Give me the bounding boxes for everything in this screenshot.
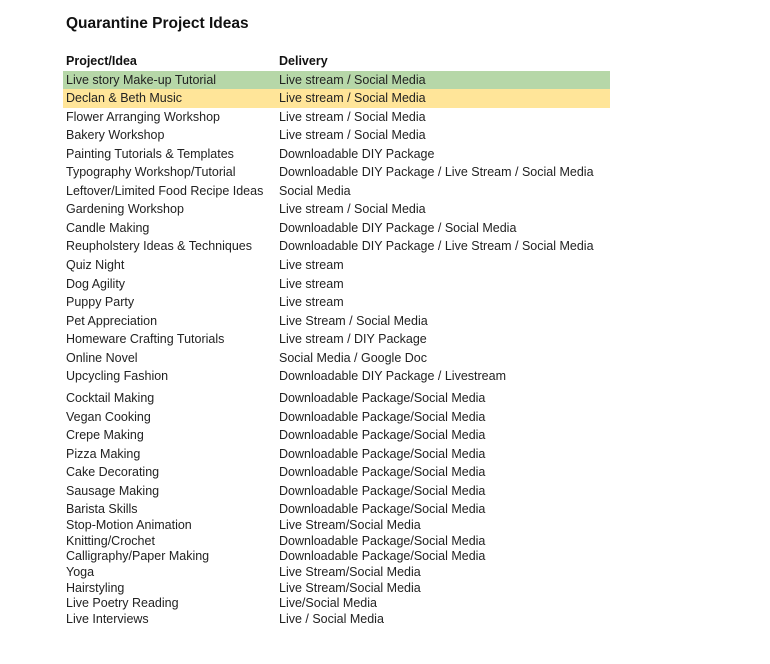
project-cell: Hairstyling bbox=[66, 580, 125, 595]
table-row bbox=[63, 71, 610, 90]
project-cell: Live story Make-up Tutorial bbox=[66, 72, 217, 87]
table-row bbox=[63, 163, 610, 181]
table-row bbox=[63, 445, 610, 463]
table-row bbox=[63, 145, 610, 163]
project-cell: Upcycling Fashion bbox=[66, 369, 169, 384]
project-cell: Knitting/Crochet bbox=[66, 533, 155, 548]
project-cell: Online Novel bbox=[66, 350, 138, 365]
project-cell: Candle Making bbox=[66, 220, 150, 235]
project-cell: Pizza Making bbox=[66, 446, 141, 461]
delivery-cell: Downloadable Package/Social Media bbox=[279, 409, 486, 424]
project-cell: Quiz Night bbox=[66, 258, 125, 272]
table-row bbox=[63, 426, 610, 444]
delivery-cell: Live stream / DIY Package bbox=[279, 332, 427, 347]
table-row bbox=[63, 256, 610, 274]
project-cell: Bakery Workshop bbox=[66, 128, 165, 143]
table-row bbox=[63, 89, 610, 108]
column-header-project: Project/Idea bbox=[66, 54, 137, 68]
table-row bbox=[63, 463, 610, 481]
delivery-cell: Downloadable DIY Package / Livestream bbox=[279, 369, 506, 384]
project-cell: Vegan Cooking bbox=[66, 409, 151, 424]
project-cell: Gardening Workshop bbox=[66, 202, 184, 217]
project-cell: Cake Decorating bbox=[66, 465, 160, 479]
table-row bbox=[63, 389, 610, 407]
delivery-cell: Live stream / Social Media bbox=[279, 128, 426, 143]
delivery-cell: Live stream / Social Media bbox=[279, 202, 426, 217]
table-row bbox=[63, 610, 610, 628]
delivery-cell: Downloadable Package/Social Media bbox=[279, 428, 486, 442]
project-cell: Crepe Making bbox=[66, 428, 144, 442]
delivery-cell: Downloadable Package/Social Media bbox=[279, 549, 486, 564]
delivery-cell: Live/Social Media bbox=[279, 596, 377, 611]
delivery-cell: Live stream / Social Media bbox=[279, 109, 426, 124]
delivery-cell: Live Stream/Social Media bbox=[279, 518, 421, 532]
table-row bbox=[63, 482, 610, 500]
project-cell: Live Interviews bbox=[66, 612, 149, 627]
table-row bbox=[63, 200, 610, 218]
project-cell: Leftover/Limited Food Recipe Ideas bbox=[66, 183, 264, 198]
delivery-cell: Live Stream / Social Media bbox=[279, 313, 428, 328]
delivery-cell: Downloadable Package/Social Media bbox=[279, 502, 486, 516]
table-row bbox=[63, 219, 610, 237]
project-cell: Flower Arranging Workshop bbox=[66, 109, 221, 124]
delivery-cell: Downloadable DIY Package / Live Stream / Social Media bbox=[279, 239, 594, 254]
project-cell: Live Poetry Reading bbox=[66, 596, 179, 611]
table-row bbox=[63, 293, 610, 311]
delivery-cell: Social Media bbox=[279, 183, 351, 198]
project-cell: Declan & Beth Music bbox=[66, 91, 183, 106]
project-cell: Yoga bbox=[66, 565, 95, 579]
delivery-cell: Live Stream/Social Media bbox=[279, 565, 421, 579]
project-cell: Typography Workshop/Tutorial bbox=[66, 165, 236, 180]
delivery-cell: Downloadable Package/Social Media bbox=[279, 391, 486, 405]
delivery-cell: Live Stream/Social Media bbox=[279, 580, 421, 595]
table-row bbox=[63, 312, 610, 330]
page-title: Quarantine Project Ideas bbox=[66, 15, 249, 32]
table-row bbox=[63, 108, 610, 126]
delivery-cell: Live stream bbox=[279, 295, 344, 310]
table-row bbox=[63, 367, 610, 385]
delivery-cell: Live stream / Social Media bbox=[279, 91, 426, 106]
delivery-cell: Social Media / Google Doc bbox=[279, 350, 427, 365]
project-cell: Calligraphy/Paper Making bbox=[66, 549, 210, 564]
column-header-delivery: Delivery bbox=[279, 54, 328, 68]
delivery-cell: Downloadable Package/Social Media bbox=[279, 533, 486, 548]
delivery-cell: Downloadable DIY Package / Live Stream / Social Media bbox=[279, 165, 594, 180]
table-row bbox=[63, 330, 610, 348]
delivery-cell: Downloadable DIY Package / Social Media bbox=[279, 220, 517, 235]
delivery-cell: Downloadable DIY Package bbox=[279, 146, 435, 161]
table-row bbox=[63, 126, 610, 144]
table-row bbox=[63, 408, 610, 426]
delivery-cell: Live stream bbox=[279, 276, 344, 291]
delivery-cell: Downloadable Package/Social Media bbox=[279, 465, 486, 479]
project-cell: Sausage Making bbox=[66, 483, 160, 498]
delivery-cell: Downloadable Package/Social Media bbox=[279, 483, 486, 498]
project-cell: Barista Skills bbox=[66, 502, 138, 516]
project-cell: Stop-Motion Animation bbox=[66, 518, 192, 532]
delivery-cell: Live stream / Social Media bbox=[279, 72, 426, 87]
table-row bbox=[63, 237, 610, 255]
table-row bbox=[63, 182, 610, 200]
delivery-cell: Downloadable Package/Social Media bbox=[279, 446, 486, 461]
project-cell: Reupholstery Ideas & Techniques bbox=[66, 239, 252, 254]
project-cell: Homeware Crafting Tutorials bbox=[66, 332, 225, 347]
table-row bbox=[63, 349, 610, 367]
table-row bbox=[63, 275, 610, 293]
project-cell: Puppy Party bbox=[66, 295, 135, 310]
project-cell: Pet Appreciation bbox=[66, 313, 158, 328]
project-cell: Cocktail Making bbox=[66, 391, 155, 405]
project-cell: Dog Agility bbox=[66, 276, 126, 291]
delivery-cell: Live / Social Media bbox=[279, 612, 384, 627]
project-cell: Painting Tutorials & Templates bbox=[66, 146, 234, 161]
delivery-cell: Live stream bbox=[279, 258, 344, 272]
